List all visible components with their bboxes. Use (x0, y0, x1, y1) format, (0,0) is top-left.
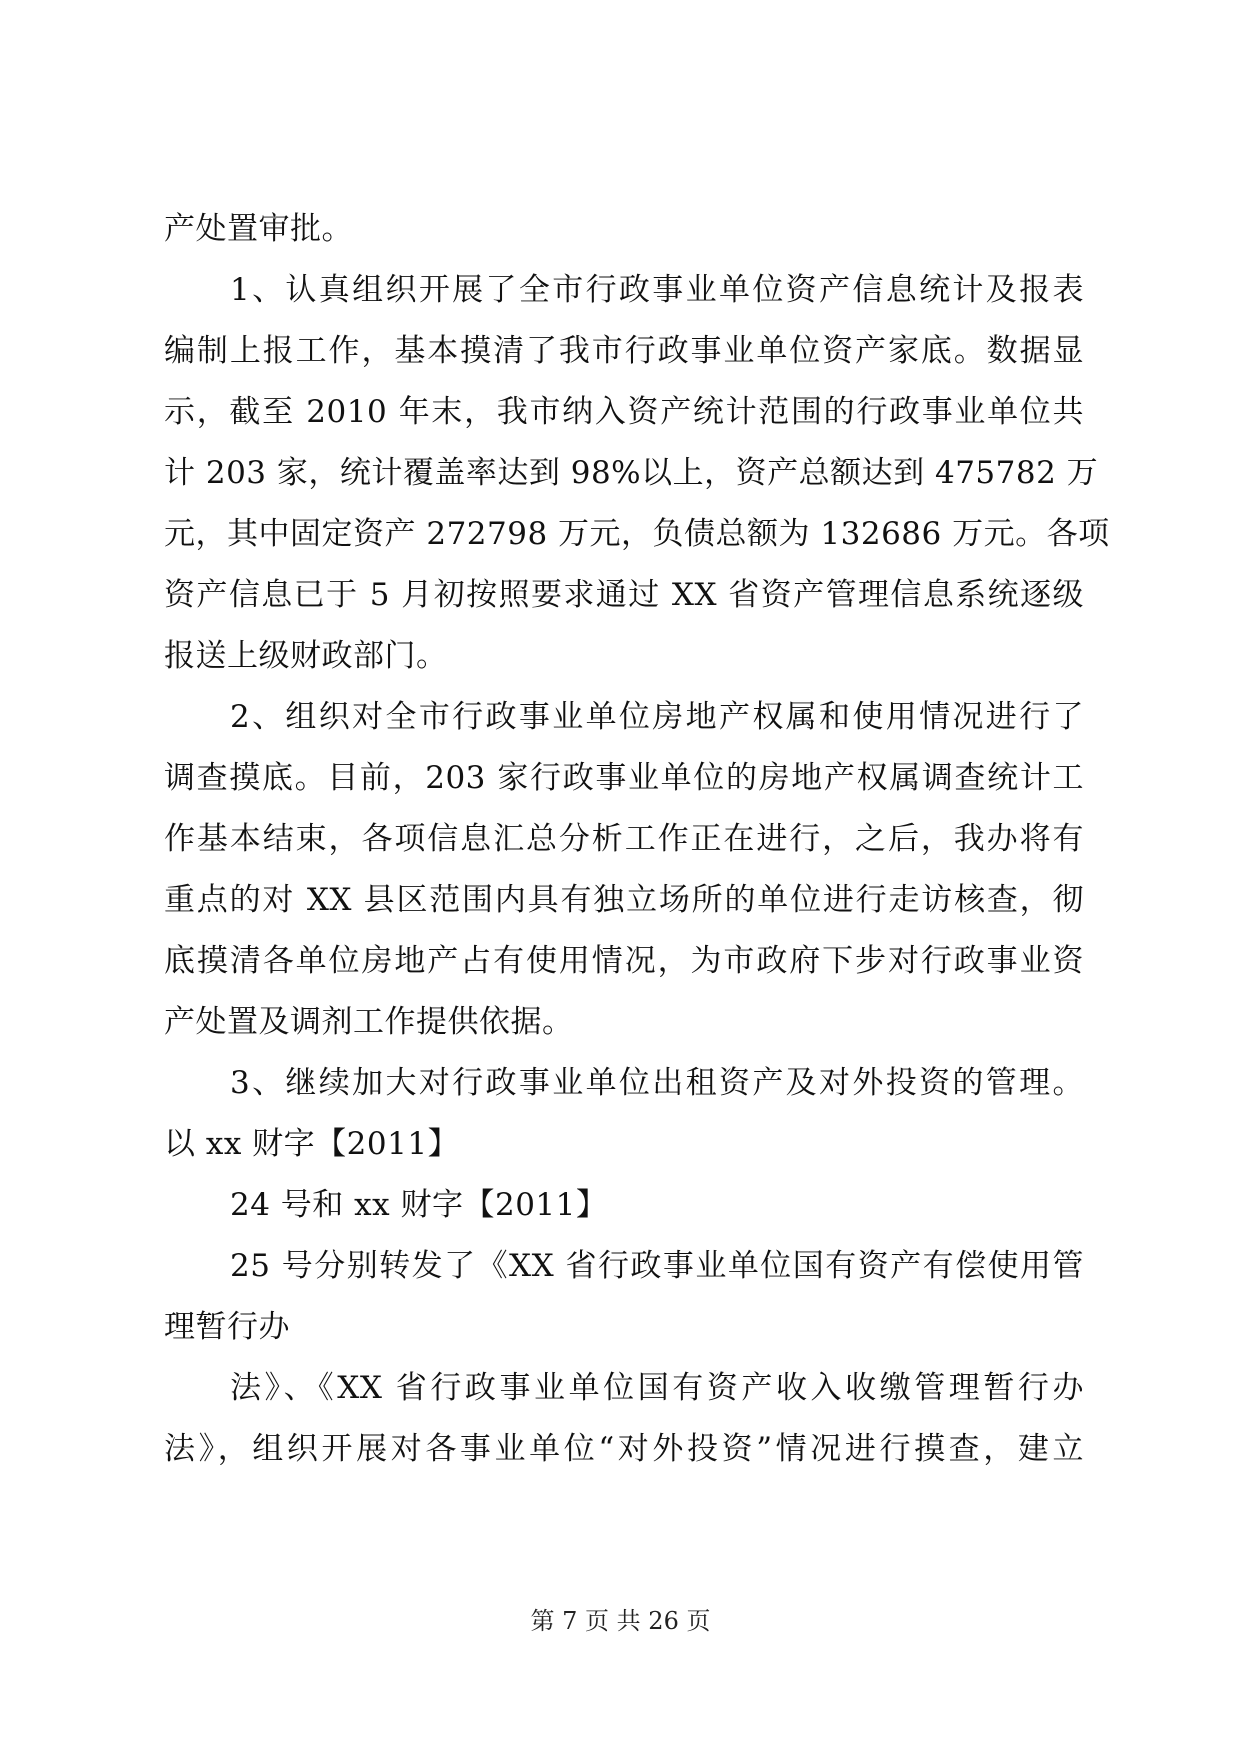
text-line: 底摸清各单位房地产占有使用情况，为市政府下步对行政事业资 (164, 943, 1084, 979)
page-footer: 第 7 页 共 26 页 (530, 1607, 711, 1635)
text-line: 法》，组织开展对各事业单位“对外投资”情况进行摸查，建立 (164, 1431, 1084, 1467)
text-line: 报送上级财政部门。 (164, 638, 448, 674)
text-line: 元，其中固定资产 272798 万元，负债总额为 132686 万元。各项 (164, 516, 1110, 552)
text-line: 产处置审批。 (164, 211, 353, 247)
text-line: 法》、《XX 省行政事业单位国有资产收入收缴管理暂行办 (230, 1370, 1084, 1406)
text-line: 调查摸底。目前，203 家行政事业单位的房地产权属调查统计工 (164, 760, 1084, 796)
text-line: 作基本结束，各项信息汇总分析工作正在进行，之后，我办将有 (164, 821, 1084, 857)
text-line: 3、继续加大对行政事业单位出租资产及对外投资的管理。 (230, 1065, 1084, 1101)
text-line: 重点的对 XX 县区范围内具有独立场所的单位进行走访核查，彻 (164, 882, 1084, 918)
text-line: 理暂行办 (164, 1309, 290, 1345)
text-line: 2、组织对全市行政事业单位房地产权属和使用情况进行了 (230, 699, 1084, 735)
text-line: 产处置及调剂工作提供依据。 (164, 1004, 574, 1040)
text-line: 25 号分别转发了《XX 省行政事业单位国有资产有偿使用管 (230, 1248, 1084, 1284)
text-line: 编制上报工作，基本摸清了我市行政事业单位资产家底。数据显 (164, 333, 1084, 369)
text-line: 以 xx 财字【2011】 (164, 1126, 460, 1162)
text-line: 1、认真组织开展了全市行政事业单位资产信息统计及报表 (230, 272, 1084, 308)
text-line: 计 203 家，统计覆盖率达到 98%以上，资产总额达到 475782 万 (164, 455, 1099, 491)
text-line: 资产信息已于 5 月初按照要求通过 XX 省资产管理信息系统逐级 (164, 577, 1084, 613)
text-line: 24 号和 xx 财字【2011】 (230, 1187, 608, 1223)
text-line: 示，截至 2010 年末，我市纳入资产统计范围的行政事业单位共 (164, 394, 1084, 430)
